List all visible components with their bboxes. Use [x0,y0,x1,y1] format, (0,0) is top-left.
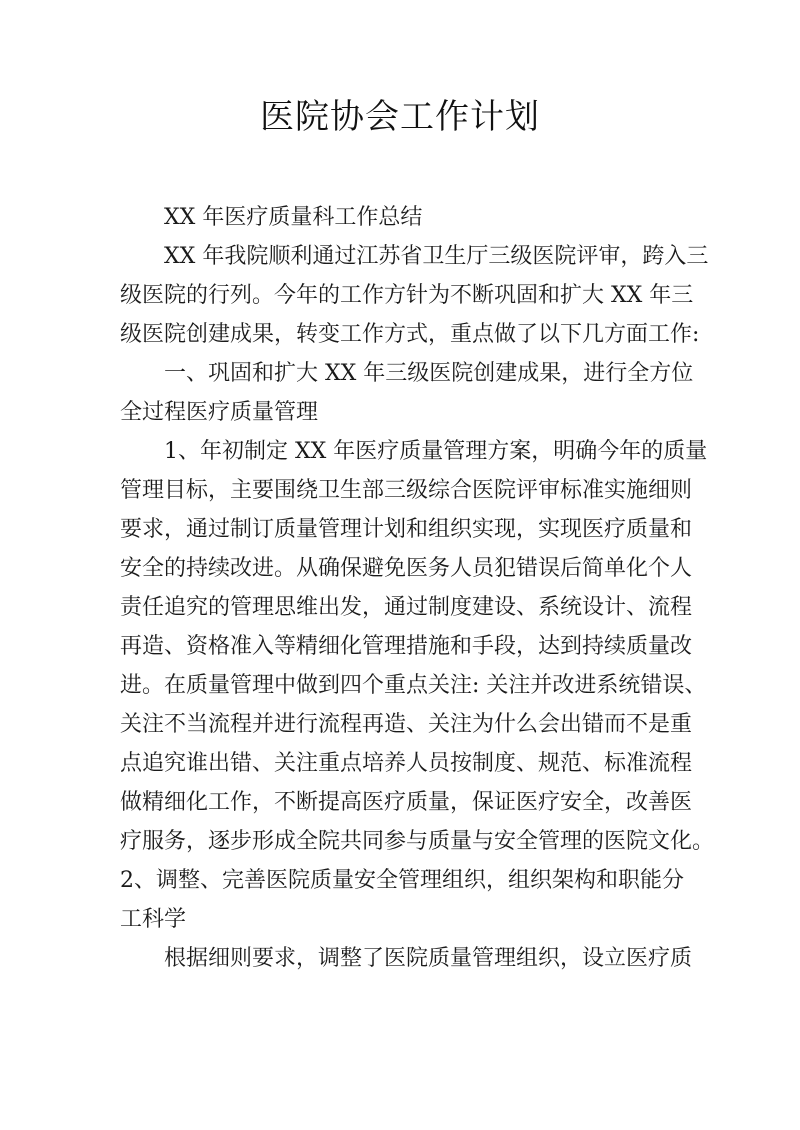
document-body [120,198,715,978]
text-line: 管理目标，主要围绕卫生部三级综合医院评审标准实施细则 [120,478,693,503]
text-line: 关注不当流程并进行流程再造、关注为什么会出错而不是重 [120,712,693,737]
text-line: 全过程医疗质量管理 [120,400,319,425]
text-line: 责任追究的管理思维出发，通过制度建设、系统设计、流程 [120,595,693,620]
text-line: XX 年医疗质量科工作总结 [164,205,423,230]
text-line: 要求，通过制订质量管理计划和组织实现，实现医疗质量和 [120,517,693,542]
text-line: 工科学 [120,907,187,932]
text-line: 级医院的行列。今年的工作方针为不断巩固和扩大 XX 年三 [120,283,694,308]
text-line: XX 年我院顺利通过江苏省卫生厅三级医院评审，跨入三 [164,244,709,269]
text-line: 1、年初制定 XX 年医疗质量管理方案，明确今年的质量 [164,439,708,464]
text-line: 进。在质量管理中做到四个重点关注: 关注并改进系统错误、 [120,673,707,698]
text-line: 2、调整、完善医院质量安全管理组织，组织架构和职能分 [120,868,684,893]
document-title: 医院协会工作计划 [260,97,540,137]
text-line: 根据细则要求，调整了医院质量管理组织，设立医疗质 [164,946,693,971]
text-line: 一、巩固和扩大 XX 年三级医院创建成果，进行全方位 [164,361,694,386]
text-line: 疗服务，逐步形成全院共同参与质量与安全管理的医院文化。 [120,829,715,854]
text-line: 点追究谁出错、关注重点培养人员按制度、规范、标准流程 [120,751,693,776]
text-line: 做精细化工作，不断提高医疗质量，保证医疗安全，改善医 [120,790,693,815]
text-line: 级医院创建成果，转变工作方式，重点做了以下几方面工作: [120,322,700,347]
text-line: 安全的持续改进。从确保避免医务人员犯错误后简单化个人 [120,556,693,581]
text-line: 再造、资格准入等精细化管理措施和手段，达到持续质量改 [120,634,693,659]
